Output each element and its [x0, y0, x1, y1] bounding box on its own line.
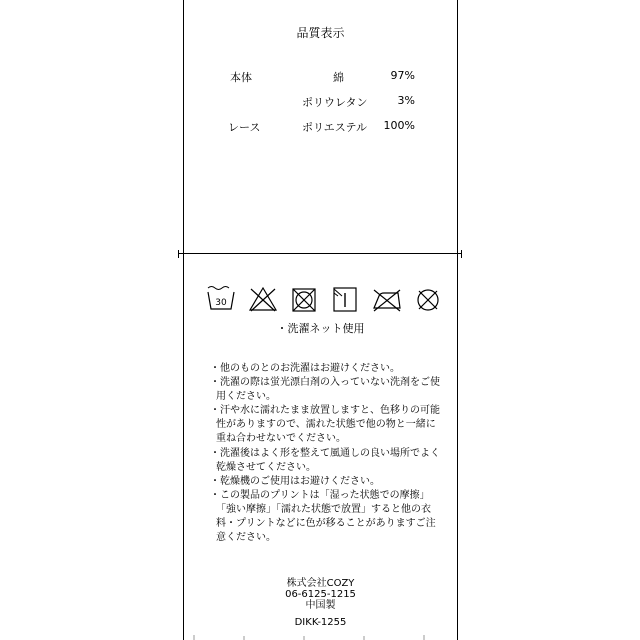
laundry-net-note: ・洗濯ネット使用: [276, 322, 365, 335]
care-instructions: [210, 362, 440, 545]
care-note: ・洗濯後はよく形を整えて風通しの良い場所でよく乾燥させてください。: [210, 447, 440, 473]
composition-percent: 100%: [383, 119, 415, 132]
fold-line: [178, 253, 462, 254]
no-dry-clean-icon: [413, 285, 443, 313]
composition-part: 本体: [230, 71, 252, 84]
product-code: DIKK-1255: [294, 616, 347, 628]
no-bleach-icon: [248, 285, 278, 313]
composition-part: レース: [228, 121, 261, 134]
care-note: ・洗濯の際は蛍光漂白剤の入っていない洗剤をご使用ください。: [210, 377, 440, 403]
wash-temperature: 30: [215, 298, 227, 308]
fold-mark: [178, 250, 179, 258]
no-tumble-dry-icon: [289, 285, 319, 313]
composition-percent: 3%: [397, 94, 415, 107]
country-of-origin: 中国製: [305, 600, 336, 612]
care-symbols: [206, 285, 436, 315]
company-name: 株式会社COZY: [286, 578, 355, 589]
care-note: ・この製品のプリントは「湿った状態での摩擦」「強い摩擦」「濡れた状態で放置」すると他の衣料・プリントなどに色が移ることがありますご注意ください。: [210, 489, 436, 544]
care-note: ・他のものとのお洗濯はお避けください。: [210, 363, 400, 374]
composition-percent: 97%: [390, 69, 415, 82]
phone-number: 06-6125-1215: [285, 589, 356, 601]
no-iron-icon: [371, 285, 403, 313]
care-note: ・汗や水に濡れたまま放置しますと、色移りの可能性がありますので、濡れた状態で他の物と一緒に重ね合わせないでください。: [210, 405, 440, 445]
care-label: [183, 0, 458, 640]
line-dry-shade-icon: [330, 285, 360, 313]
label-title: 品質表示: [296, 26, 345, 40]
wash-30-icon: [206, 285, 236, 313]
composition-material: ポリウレタン: [302, 96, 368, 109]
care-note: ・乾燥機のご使用はお避けください。: [210, 475, 380, 487]
composition-material: 綿: [333, 71, 344, 84]
composition-material: ポリエステル: [302, 121, 368, 134]
bottom-edge-marks: [184, 634, 457, 640]
manufacturer-info: [184, 578, 457, 628]
fold-mark: [461, 250, 462, 258]
